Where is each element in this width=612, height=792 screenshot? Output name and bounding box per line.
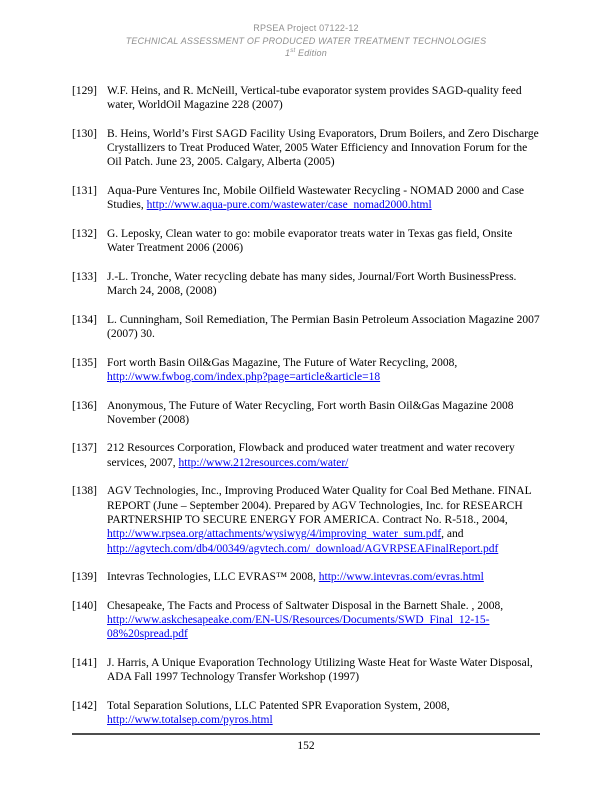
header-title-line: TECHNICAL ASSESSMENT OF PRODUCED WATER TREATMENT TECHNOLOGIES	[125, 35, 487, 46]
reference-text	[107, 700, 450, 726]
reference-text	[107, 357, 457, 383]
reference-item	[72, 656, 540, 685]
page-number: 152	[297, 740, 315, 752]
reference-link[interactable]: http://agvtech.com/db4/00349/agvtech.com/_download/AGVRPSEAFinalReport.pdf	[107, 542, 499, 555]
reference-number: [134]	[72, 313, 97, 326]
reference-item	[72, 84, 540, 113]
reference-number: [129]	[72, 85, 97, 97]
reference-number: [130]	[72, 127, 97, 140]
edition-suffix: st	[290, 48, 296, 54]
reference-item	[72, 227, 540, 256]
references-list	[72, 84, 540, 742]
reference-text-segment: , and	[441, 528, 464, 541]
reference-text	[107, 600, 503, 641]
reference-text-segment: G. Leposky, Clean water to go: mobile evaporator treats water in Texas gas field, Onsite Water Treatment 2006 (2006)	[107, 227, 513, 255]
reference-text	[107, 657, 533, 683]
reference-text-segment: J. Harris, A Unique Evaporation Technology Utilizing Waste Heat for Waste Water Disposal, ADA Fall 1997 Technology Transfer Workshop (1997)	[107, 656, 533, 684]
reference-item	[72, 184, 540, 213]
reference-text	[107, 442, 515, 468]
reference-link[interactable]: http://www.askchesapeake.com/EN-US/Resources/Documents/SWD_Final_12-15-08%20spread.pdf	[107, 613, 490, 641]
reference-item	[72, 270, 540, 299]
page-header	[0, 22, 612, 60]
reference-text	[107, 85, 522, 111]
reference-number: [139]	[72, 571, 97, 584]
reference-number: [137]	[72, 442, 97, 455]
reference-link[interactable]: http://www.fwbog.com/index.php?page=article&article=18	[107, 370, 381, 383]
edition-number: 1	[285, 48, 291, 58]
reference-item	[72, 441, 540, 470]
reference-text	[107, 128, 539, 169]
reference-text	[107, 228, 512, 254]
reference-text	[107, 185, 524, 211]
reference-text	[107, 400, 514, 426]
reference-text-segment: AGV Technologies, Inc., Improving Produced Water Quality for Coal Bed Methane. FINAL REPORT (June – September 2004). Prepared by AGV Technologies, Inc. for RESEARCH PARTNERSHIP TO SECURE ENERGY FOR AMERICA. Contract No. R-518., 2004,	[107, 485, 532, 526]
header-edition-line	[0, 47, 612, 60]
reference-text	[107, 271, 516, 297]
reference-text	[107, 314, 540, 340]
reference-text-segment: Anonymous, The Future of Water Recycling, Fort worth Basin Oil&Gas Magazine 2008 November (2008)	[107, 399, 514, 426]
reference-number: [142]	[72, 699, 97, 712]
reference-text-segment: Fort worth Basin Oil&Gas Magazine, The Future of Water Recycling, 2008,	[107, 356, 458, 369]
reference-text	[107, 571, 484, 583]
edition-word: Edition	[295, 48, 327, 58]
reference-link[interactable]: http://www.rpsea.org/attachments/wysiwyg/4/improving_water_sum.pdf	[107, 528, 442, 541]
reference-text-segment: Aqua-Pure Ventures Inc, Mobile Oilfield Wastewater Recycling - NOMAD 2000 and Case Studies,	[107, 185, 525, 212]
reference-link[interactable]: http://www.intevras.com/evras.html	[318, 571, 484, 584]
reference-link[interactable]: http://www.totalsep.com/pyros.html	[107, 714, 273, 727]
reference-item	[72, 313, 540, 342]
footer-divider	[72, 733, 540, 735]
reference-text-segment: W.F. Heins, and R. McNeill, Vertical-tube evaporator system provides SAGD-quality feed water, WorldOil Magazine 228 (2007)	[107, 85, 522, 112]
reference-text-segment: B. Heins, World’s First SAGD Facility Using Evaporators, Drum Boilers, and Zero Discharge Crystallizers to Treat Produced Water, 2005 Water Efficiency and Innovation Forum for the Oil Patch. June 23, 2005. Calgary, Alberta (2005)	[107, 127, 539, 169]
reference-number: [135]	[72, 356, 97, 369]
reference-item	[72, 570, 540, 584]
reference-text	[107, 485, 531, 554]
reference-text-segment: Total Separation Solutions, LLC Patented SPR Evaporation System, 2008,	[107, 699, 450, 712]
reference-item	[72, 699, 540, 728]
reference-item	[72, 599, 540, 642]
reference-number: [132]	[72, 227, 97, 240]
page-footer	[72, 733, 540, 752]
reference-item	[72, 484, 540, 555]
reference-number: [141]	[72, 656, 97, 669]
reference-text-segment: J.-L. Tronche, Water recycling debate has many sides, Journal/Fort Worth BusinessPress. March 24, 2008, (2008)	[107, 270, 517, 298]
reference-number: [136]	[72, 399, 97, 412]
reference-text-segment: Intevras Technologies, LLC EVRAS™ 2008,	[107, 571, 319, 584]
reference-item	[72, 127, 540, 170]
header-project-line: RPSEA Project 07122-12	[253, 23, 359, 33]
reference-item	[72, 356, 540, 385]
reference-text-segment: 212 Resources Corporation, Flowback and produced water treatment and water recovery services, 2007,	[107, 442, 515, 469]
reference-number: [131]	[72, 185, 97, 198]
reference-number: [140]	[72, 599, 97, 612]
reference-link[interactable]: http://www.212resources.com/water/	[178, 456, 349, 469]
reference-text-segment: Chesapeake, The Facts and Process of Saltwater Disposal in the Barnett Shale. , 2008,	[107, 599, 504, 612]
reference-number: [133]	[72, 270, 97, 283]
reference-number: [138]	[72, 485, 97, 498]
reference-text-segment: L. Cunningham, Soil Remediation, The Permian Basin Petroleum Association Magazine 2007 (2007) 30.	[107, 313, 540, 341]
reference-link[interactable]: http://www.aqua-pure.com/wastewater/case_nomad2000.html	[146, 199, 432, 212]
reference-item	[72, 399, 540, 428]
